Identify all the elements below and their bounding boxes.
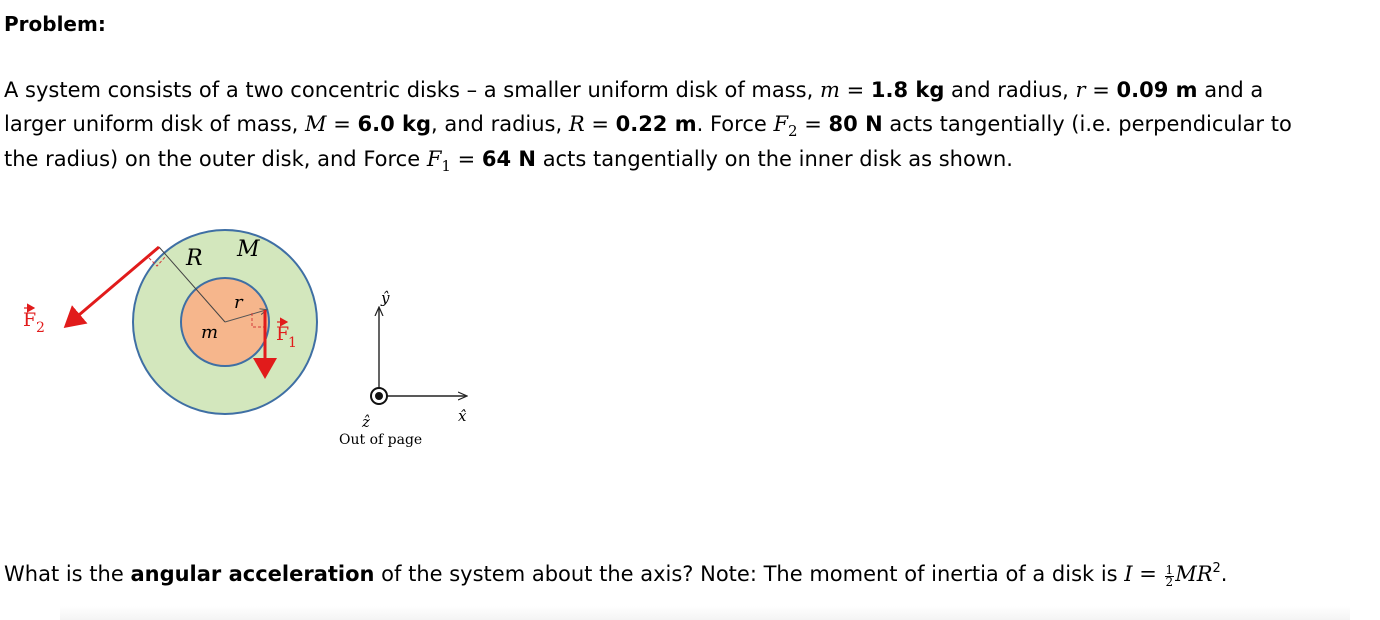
statement-line-3 [4,143,1380,179]
var-F2: F [773,111,789,136]
label-M: M [237,237,260,262]
label-m: m [201,322,219,343]
value-R: 0.22 m [615,111,697,136]
question-emphasis: angular acceleration [130,562,375,586]
problem-statement [4,74,1380,179]
statement-line-2 [4,108,1380,144]
var-M: M [305,111,327,136]
equals-sign: = [839,78,871,102]
equals-sign: = [584,111,616,136]
value-F2: 80 N [828,111,883,136]
statement-text: acts tangentially (i.e. perpendicular to [882,111,1292,136]
statement-text: larger uniform disk of mass, [4,111,306,136]
label-out-of-page: Out of page [339,432,423,448]
label-F1-subscript: 1 [288,335,297,351]
var-R: R [568,111,585,136]
label-R: R [186,246,203,271]
label-F2-subscript: 2 [36,320,45,336]
var-m: m [819,78,840,102]
var-F2-subscript: 2 [788,121,798,140]
fraction-denominator: 2 [1165,575,1174,589]
statement-text: . Force [696,111,774,136]
statement-line-1 [4,74,1380,108]
statement-text: the radius) on the outer disk, and Force [4,147,427,171]
var-MR: MR [1175,562,1213,586]
label-F1: F [276,323,290,345]
problem-heading: Problem: [4,12,106,36]
label-x-hat: x̂ [458,407,467,425]
equals-sign: = [326,111,358,136]
statement-text: acts tangentially on the inner disk as shown. [536,147,1013,171]
fraction-one-half [1165,565,1175,588]
equals-sign: = [450,147,482,171]
fraction-numerator: 1 [1165,563,1174,577]
equals-sign: = [1132,562,1164,586]
var-I: I [1124,562,1133,586]
label-r: r [234,292,243,313]
label-y-hat: ŷ [381,289,390,307]
z-axis-symbol-dot [375,392,383,400]
question-text-part: What is the [4,562,131,586]
question-text-part: of the system about the axis? Note: The moment of inertia of a disk is [374,562,1125,586]
label-z-hat: ẑ [362,413,370,431]
statement-text: and radius, [944,78,1076,102]
statement-text: and a [1197,78,1264,102]
var-F1: F [426,147,442,171]
value-M: 6.0 kg [357,111,432,136]
value-m: 1.8 kg [870,78,945,102]
var-r: r [1075,78,1086,102]
equals-sign: = [1085,78,1117,102]
concentric-disks-diagram [0,190,520,470]
statement-text: , and radius, [431,111,569,136]
var-F1-subscript: 1 [441,157,451,175]
bottom-shadow [60,606,1350,620]
equals-sign: = [797,111,829,136]
exponent: 2 [1212,561,1221,576]
value-r: 0.09 m [1116,78,1198,102]
statement-text: A system consists of a two concentric disks – a smaller uniform disk of mass, [4,78,820,102]
period: . [1220,562,1228,586]
question-text [4,562,1227,588]
value-F1: 64 N [481,147,537,171]
label-F2: F [23,309,37,331]
